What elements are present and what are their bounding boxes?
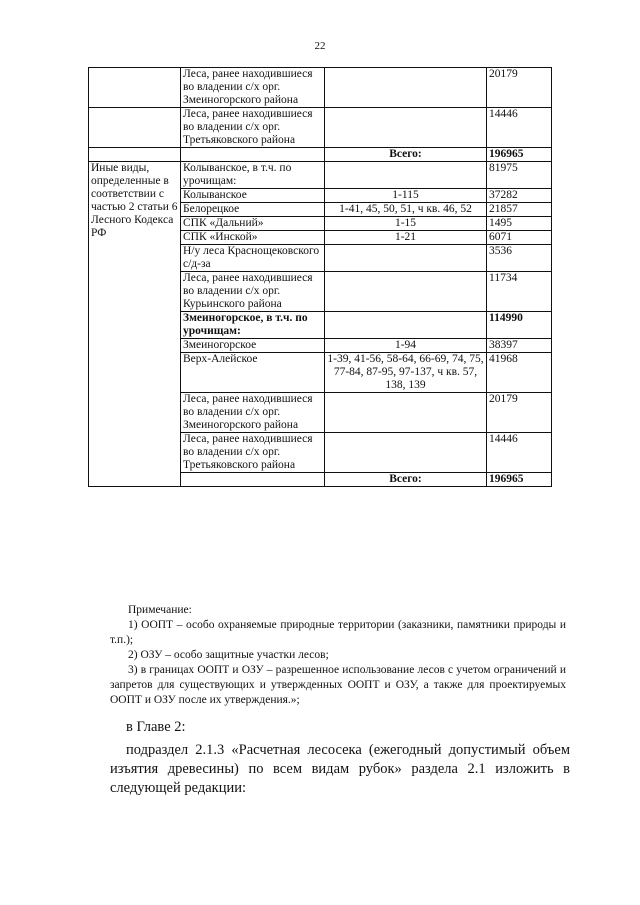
body-paragraph-block <box>110 741 570 798</box>
row-quarters: 1-15 <box>325 217 487 231</box>
row-name: Леса, ранее находившиеся во владении с/х орг. Курьинского района <box>181 272 325 312</box>
chapter-heading: в Главе 2: <box>126 719 186 735</box>
row-quarters: 1-21 <box>325 231 487 245</box>
row-quarters <box>325 433 487 473</box>
page-number: 22 <box>314 40 326 52</box>
body-paragraph: подраздел 2.1.3 «Расчетная лесосека (ежегодный допустимый объем изъятия древесины) по всем видам рубок» раздела 2.1 изложить в следующей редакции: <box>110 742 570 796</box>
empty-cell <box>181 148 325 162</box>
empty-cell <box>89 68 181 108</box>
row-area: 1495 <box>487 217 552 231</box>
row-name: Змеиногорское, в т.ч. по урочищам: <box>181 312 325 339</box>
row-quarters <box>325 245 487 272</box>
row-area: 20179 <box>487 393 552 433</box>
row-name: Леса, ранее находившиеся во владении с/х орг. Змеиногорского района <box>181 393 325 433</box>
group-label: Иные виды, определенные в соответствии с частью 2 статьи 6 Лесного Кодекса РФ <box>89 162 181 487</box>
row-area: 11734 <box>487 272 552 312</box>
row-quarters <box>325 393 487 433</box>
row-quarters: 1-41, 45, 50, 51, ч кв. 46, 52 <box>325 203 487 217</box>
row-area: 6071 <box>487 231 552 245</box>
row-area: 20179 <box>487 68 552 108</box>
note-item: 1) ООПТ – особо охраняемые природные территории (заказники, памятники природы и т.п.); <box>110 619 566 646</box>
note-item: 2) ОЗУ – особо защитные участки лесов; <box>128 649 329 661</box>
total-label: Всего: <box>325 473 487 487</box>
row-quarters: 1-115 <box>325 189 487 203</box>
row-area: 38397 <box>487 339 552 353</box>
row-quarters <box>325 272 487 312</box>
row-area: 114990 <box>487 312 552 339</box>
forest-area-table <box>88 67 552 487</box>
empty-cell <box>89 108 181 148</box>
table-row <box>89 162 552 189</box>
row-name: Колыванское, в т.ч. по урочищам: <box>181 162 325 189</box>
row-name: СПК «Дальний» <box>181 217 325 231</box>
row-name: Колыванское <box>181 189 325 203</box>
notes-title: Примечание: <box>128 604 192 616</box>
row-name: Леса, ранее находившиеся во владении с/х орг. Третьяковского района <box>181 433 325 473</box>
row-area: 14446 <box>487 108 552 148</box>
row-name: СПК «Инской» <box>181 231 325 245</box>
total-area: 196965 <box>487 148 552 162</box>
note-item: 3) в границах ООПТ и ОЗУ – разрешенное использование лесов с учетом ограничений и запретов для существующих и утвержденных ООПТ и ОЗУ, а также для проектируемых ООПТ и ОЗУ после их утверждения.»; <box>110 664 566 706</box>
empty-cell <box>181 473 325 487</box>
total-row <box>89 148 552 162</box>
row-name: Н/у леса Краснощековского с/д-за <box>181 245 325 272</box>
row-area: 14446 <box>487 433 552 473</box>
notes-block <box>110 603 566 708</box>
table-row <box>89 108 552 148</box>
row-name: Белорецкое <box>181 203 325 217</box>
row-name: Леса, ранее находившиеся во владении с/х орг. Третьяковского района <box>181 108 325 148</box>
total-area: 196965 <box>487 473 552 487</box>
row-quarters: 1-94 <box>325 339 487 353</box>
row-area: 81975 <box>487 162 552 189</box>
row-quarters <box>325 312 487 339</box>
row-name: Леса, ранее находившиеся во владении с/х орг. Змеиногорского района <box>181 68 325 108</box>
row-name: Верх-Алейское <box>181 353 325 393</box>
row-quarters <box>325 162 487 189</box>
row-area: 41968 <box>487 353 552 393</box>
row-area: 3536 <box>487 245 552 272</box>
table-row <box>89 68 552 108</box>
row-area: 37282 <box>487 189 552 203</box>
row-area: 21857 <box>487 203 552 217</box>
row-quarters <box>325 108 487 148</box>
row-quarters <box>325 68 487 108</box>
row-name: Змеиногорское <box>181 339 325 353</box>
total-label: Всего: <box>325 148 487 162</box>
row-quarters: 1-39, 41-56, 58-64, 66-69, 74, 75, 77-84, 87-95, 97-137, ч кв. 57, 138, 139 <box>325 353 487 393</box>
empty-cell <box>89 148 181 162</box>
